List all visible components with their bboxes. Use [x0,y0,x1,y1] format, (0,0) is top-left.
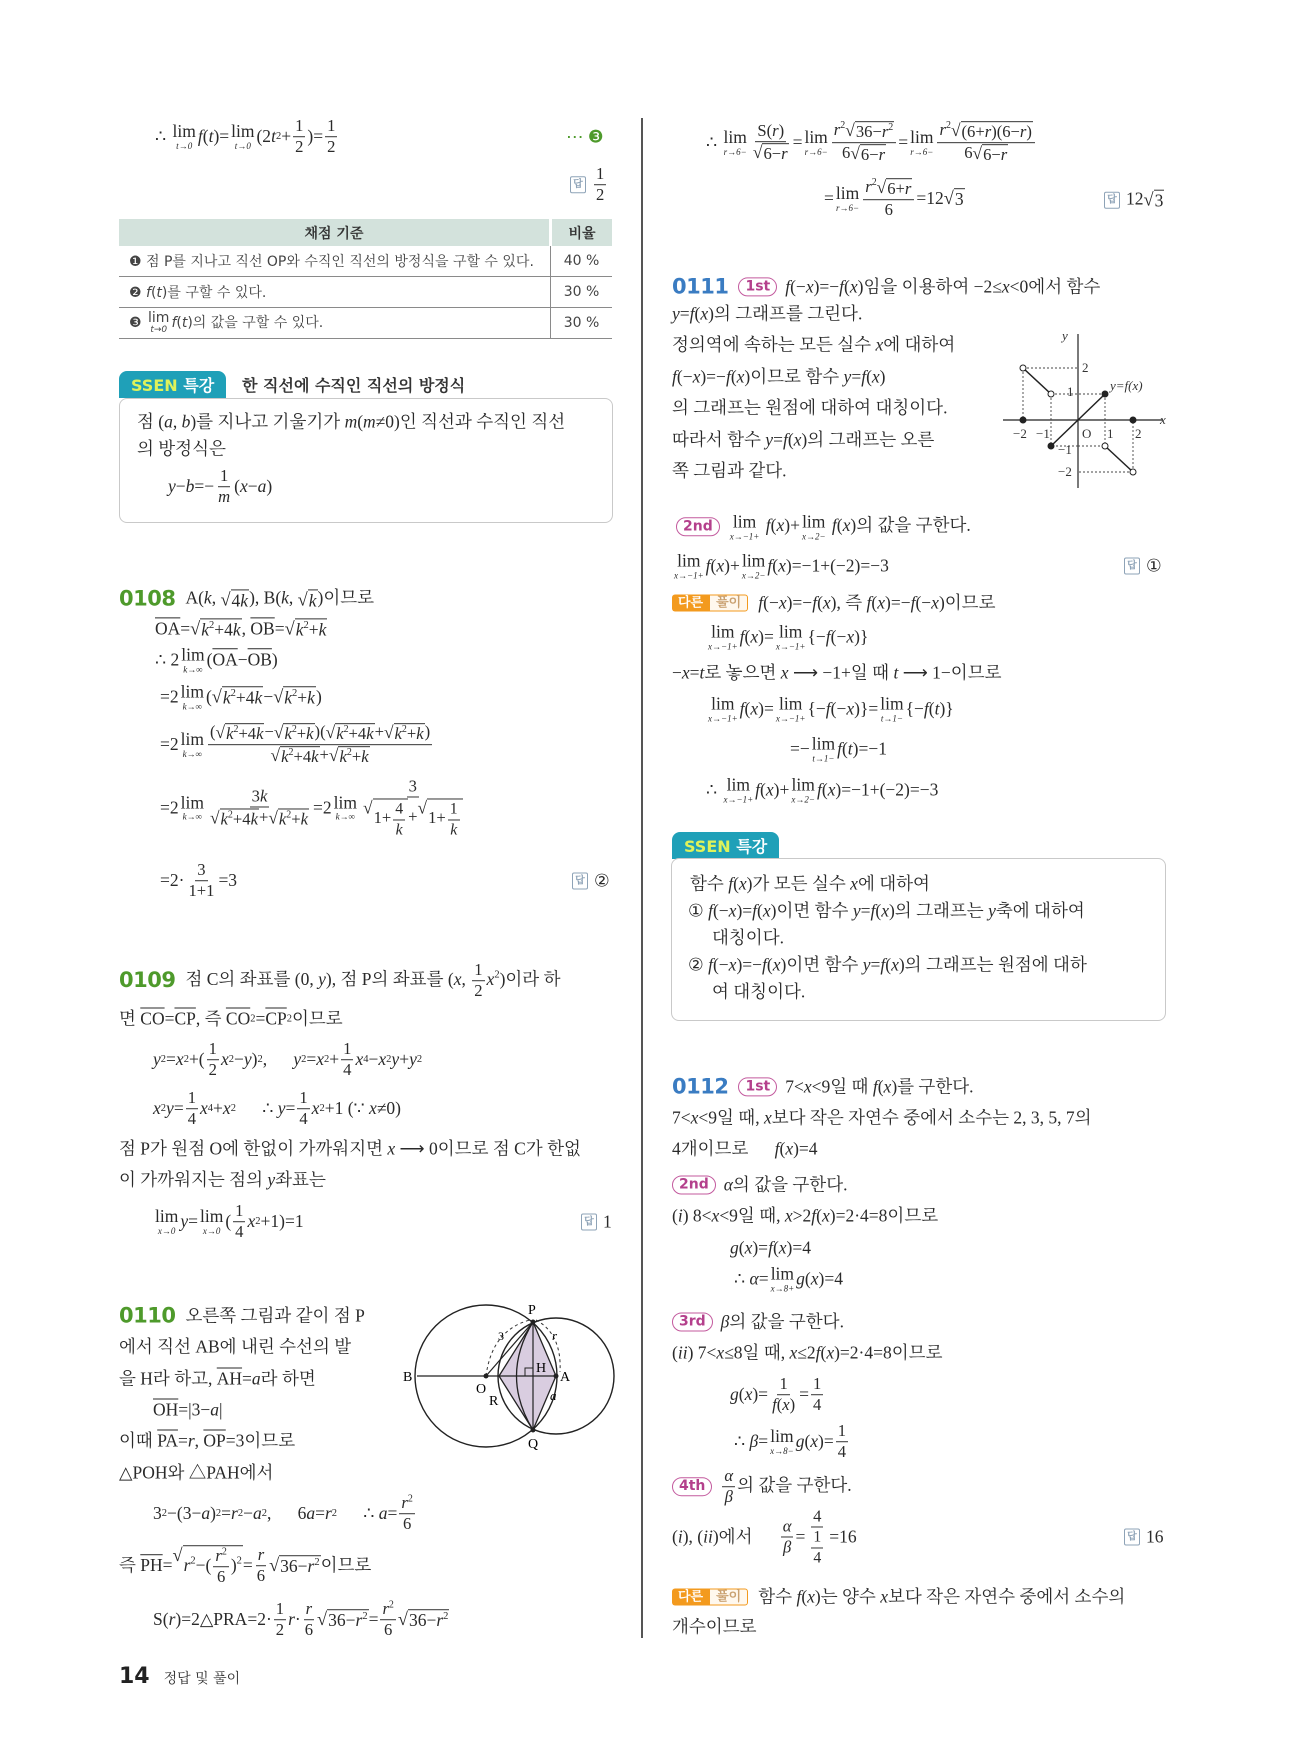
special-lecture-label: 특강 [183,376,215,395]
solution-line: △POH와 △PAH에서 [119,1462,274,1483]
label-O: O [476,1382,487,1397]
solution-line: ( i i ) 7< x ≤8일 때, x ≤2 f ( x )=2·4=8이므로 [672,1342,943,1363]
solution-line: f(−x)=−f(x), 즉 f(x)=−f(−x)이므로 [758,592,996,613]
solution-line: 이 가까워지는 점의 y 좌표는 [119,1169,326,1190]
limit-line: = lim r→6− $r^2$ √ 6+r 6 =12 √ 3 [824,177,964,220]
alt-solution-badge [672,1588,748,1606]
alt-solution [672,1587,1125,1608]
x-tick: 1 [1107,426,1114,441]
ssen-text: ① f (− x )= f ( x )이면 함수 y = f ( x )의 그래프는 y 축에 대하여 [688,900,1085,921]
criterion-cell: ❸ lim t→0 f(t)의 값을 구할 수 있다. [119,308,551,339]
problem-0112 [672,1074,974,1099]
x-tick: −1 [1036,426,1050,441]
problem-0111 [672,274,1100,299]
ratio-cell: 30 % [551,277,613,308]
problem-0109 [119,961,560,1001]
solution-line: x 2 y = 1 4 x 4 + x 2 ∴ y = 1 4 x 2 +1 (∵ x ≠0) [153,1088,402,1129]
ratio-cell: 40 % [551,246,613,277]
solution-line: ( i ), ( i i )에서 α β = 4 $\frac{1}{4}$ =16 [672,1506,857,1567]
alt-label: 다른 [672,594,709,612]
solution-line: 의 그래프는 원점에 대하여 대칭이다. [672,397,948,418]
open-point [1048,391,1054,397]
limit-result-line: ∴ lim t→0 f ( t )= lim t→0 (2 t 2 + 1 2 )= 1 2 [155,116,336,157]
solution-line: g ( x )= 1 f(x) = 1 4 [730,1374,822,1415]
origin-label: O [1082,426,1092,441]
point-A [554,1374,559,1379]
x-axis-label: x [1160,412,1166,427]
step-3rd [672,1312,844,1333]
solution-line: ∴ lim x→−1+ f ( x )+ lim x→2− f ( x )=−1+(−2)=−3 [706,774,939,804]
solution-line: 7< x <9일 때, x 보다 작은 자연수 중에서 소수는 2, 3, 5, 7의 [672,1107,1092,1128]
step-badge-4th: 4th [672,1478,712,1497]
answer-0110 [1104,189,1164,212]
step-2nd [676,513,971,541]
solution-line: 3 2 −(3− a ) 2 = r 2 − a 2 , 6 a = r 2 ∴ a = $r^2$ 6 [153,1493,413,1534]
solution-line: $\overline{OH}$ =|3− a | [153,1399,223,1420]
open-point [1020,365,1026,371]
special-lecture-label: 특강 [736,837,768,856]
answer-0111 [1124,556,1162,577]
step-text: f(−x)=−f(x)임을 이용하여 −2≤x<0에서 함수 [785,276,1101,297]
ssen-text: 여 대칭이다. [712,981,806,1002]
ssen-text: ② f (− x )=− f ( x )이면 함수 y = f ( x )의 그래프는 원점에 대하 [688,954,1087,975]
open-point [1130,469,1136,475]
x-tick: −2 [1013,426,1027,441]
step-4th [672,1467,852,1507]
scoring-table [119,219,612,339]
label-a: a [550,1388,557,1403]
solution-line: ∴ 2 lim k→∞ ( $\overline{OA}$ − $\overline{OB}$ ) [155,644,278,674]
ssen-text: 의 방정식은 [137,438,226,459]
two-circles-diagram [400,1298,620,1453]
solution-line: lim x→−1+ f ( x )+ lim x→2− f ( x )=−1+(−2)=−3 [674,550,889,580]
label-Q: Q [528,1437,539,1452]
answer-value: 16 [1146,1526,1164,1547]
solution-line: lim x→0 y = lim x→0 ( 1 4 x 2 +1)=1 [155,1201,304,1242]
answer-icon: 답 [572,873,588,890]
label-3: 3 [498,1329,504,1343]
table-header-row [119,219,612,246]
closed-point [1020,417,1026,423]
column-header-ratio: 비율 [551,219,613,246]
solution-line: 따라서 함수 y = f ( x )의 그래프는 오른 [672,429,935,450]
alt-solution-badge [672,594,748,612]
closed-point [1130,417,1136,423]
solution-line: lim x→−1+ f ( x )= lim x→−1+ {− f (− x )} [708,621,869,651]
graph-segment-left [1023,368,1051,394]
problem-0108 [119,586,374,611]
point-O [484,1374,489,1379]
function-graph [1000,330,1170,490]
ssen-text: 대칭이다. [712,927,784,948]
ssen-text: 점 ( a , b )를 지나고 기울기가 m ( m ≠0)인 직선과 수직인 직선 [137,411,566,432]
solution-line: 4개이므로 f ( x )=4 [672,1138,818,1159]
step-text: 7<x<9일 때 f(x)를 구한다. [785,1076,974,1097]
y-tick: 1 [1067,384,1074,399]
solution-line: 오른쪽 그림과 같이 점 P [185,1305,365,1326]
solution-line: A(k, √ 4k ), B(k, √ k )이므로 [185,587,375,611]
x-tick: 2 [1135,426,1142,441]
page-footer [119,1664,240,1689]
answer-value: $\frac{1}{2}$ [596,164,605,205]
solution-line: =2· 3 1+1 =3 [160,860,238,901]
solution-line: 개수이므로 [672,1616,757,1637]
y-tick: −2 [1058,464,1072,479]
label-P: P [528,1303,536,1318]
answer-value: 12 √ 3 [1126,188,1164,212]
solution-line: 이때 $\overline{PA}$ = r , $\overline{OP}$ =3이므로 [119,1430,296,1451]
label-r: r [552,1328,558,1343]
problem-number: 0112 [672,1074,729,1099]
answer-value: ② [594,870,610,891]
solution-line: f (− x )=− f ( x )이므로 함수 y = f ( x ) [672,366,886,387]
solution-line: =2 lim k→∞ ( √ $k^2+4k$ − √ $k^2+k$ )( √ $k^2+4k$ + √ $k^2+k$ ) √ $k^2+4k$ + √ $k^2+k$ [160,722,431,767]
criterion-cell: ❶ 점 P를 지나고 직선 OP와 수직인 직선의 방정식을 구할 수 있다. [119,246,551,277]
answer-value: 1 [603,1211,612,1232]
ssen-tab [672,832,779,859]
solution-line: lim x→−1+ f ( x )= lim x→−1+ {− f (− x )}= lim t→1− {− f ( t )} [708,693,954,723]
step-2nd [672,1175,847,1196]
solution-line: 함수 f(x)는 양수 x보다 작은 자연수 중에서 소수의 [758,1586,1126,1607]
ratio-cell: 30 % [551,308,613,339]
ssen-title: 한 직선에 수직인 직선의 방정식 [242,376,466,395]
answer-0112 [1124,1527,1164,1548]
y-axis-label: y [1062,330,1068,343]
step-badge-2nd: 2nd [672,1176,716,1195]
ssen-formula: y − b =− 1 m ( x − a ) [168,466,273,507]
label-A: A [560,1370,571,1385]
label-R: R [489,1394,499,1409]
answer-icon: 답 [581,1214,597,1231]
step-text: y = f ( x )의 그래프를 그린다. [672,303,863,324]
table-row [119,246,612,277]
solution-line: $\overline{OA}$ = √ $k^2+4k$ , $\overline{OB}$ = √ $k^2+k$ [155,618,327,640]
solution-line: 즉 $\overline{PH}$ = √ $r^2-$( $\frac{r^2}{6}$ )$^2$ = r 6 √ $36-r^2$ 이므로 [119,1545,372,1587]
label-H: H [536,1361,547,1376]
step-badge-2nd: 2nd [676,518,720,537]
open-point [1102,443,1108,449]
solution-line: 점 C의 좌표를 (0, y), 점 P의 좌표를 (x, $\frac{1}{2}$ $x^2$)이라 하 [185,960,561,1001]
curve-label: y=f(x) [1110,378,1143,393]
page-number: 14 [119,1664,150,1689]
step-badge-3rd: 3rd [672,1313,713,1332]
graph-segment-right [1105,446,1133,472]
answer-icon: 답 [1124,558,1140,575]
answer-icon: 답 [570,177,586,194]
column-header-criteria: 채점 기준 [119,219,551,246]
solution-line: y 2 = x 2 +( 1 2 x 2 − y ) 2 , y 2 = x 2 + 1 4 x 4 − x 2 y + y 2 [153,1039,423,1080]
solution-label: 풀이 [709,1588,748,1606]
section-title: 정답 및 풀이 [163,1671,241,1687]
solution-line: 을 H라 하고, $\overline{AH}$ = a 라 하면 [119,1368,316,1389]
answer-0109 [581,1212,612,1233]
y-tick: −1 [1058,442,1072,457]
ssen-text: 함수 f ( x )가 모든 실수 x 에 대하여 [690,873,930,894]
table-row [119,308,612,339]
ssen-tab [119,371,226,398]
solution-line: g ( x )= f ( x )=4 [730,1237,811,1258]
solution-label: 풀이 [709,594,748,612]
solution-line: 면 $\overline{CO}$ = $\overline{CP}$ , 즉 $\overline{CO}$ 2 = $\overline{CP}$ 2 이므로 [119,1008,343,1029]
answer-1-2 [570,165,608,205]
alt-label: 다른 [672,1588,709,1606]
step-badge-1st: 1st [738,278,777,297]
problem-number: 0108 [119,586,176,611]
closed-point [1102,391,1108,397]
answer-0108 [572,871,610,892]
step-text: $\frac{\alpha}{\beta}$ 의 값을 구한다. [724,1466,852,1507]
point-Q [531,1428,536,1433]
solution-line: =− lim t→1− f ( t )=−1 [790,733,887,763]
step-text: lim x→−1+ f(x)+ lim x→2− f(x)의 값을 구한다. [729,511,971,541]
answer-value: ① [1146,555,1162,576]
solution-line: =2 lim k→∞ 3k √ $k^2+4k$ + √ $k^2+k$ =2 lim k→∞ 3 √ 1+ $\frac{4}{k}$ + √ 1+ $\frac{1}{k}$ [160,777,467,838]
step-text: β의 값을 구한다. [720,1311,844,1332]
problem-number: 0111 [672,274,729,299]
column-divider [641,118,643,1638]
closed-point [1048,443,1054,449]
solution-line: =2 lim k→∞ ( √ $k^2+4k$ − √ $k^2+k$ ) [160,681,322,711]
point-P [531,1320,536,1325]
problem-number: 0110 [119,1303,176,1328]
answer-icon: 답 [1124,1529,1140,1546]
label-B: B [403,1370,413,1385]
problem-0110 [119,1303,365,1328]
alt-solution [672,593,996,614]
answer-icon: 답 [1104,191,1120,208]
step-marker: ⋯ ❸ [566,126,604,147]
solution-line: 점 P가 원점 O에 한없이 가까워지면 x ⟶ 0이므로 점 C가 한없 [119,1138,581,1159]
ssen-label: SSEN [684,837,731,856]
solution-line: ( i ) 8< x <9일 때, x >2 f ( x )=2·4=8이므로 [672,1205,939,1226]
step-text: α의 값을 구한다. [723,1174,848,1195]
step-badge-1st: 1st [738,1078,777,1097]
solution-line: 정의역에 속하는 모든 실수 x 에 대하여 [672,334,956,355]
criterion-cell: ❷ f(t)를 구할 수 있다. [119,277,551,308]
problem-number: 0109 [119,968,176,993]
solution-line: S( r )=2△PRA=2· 1 2 r · r 6 √ $36-r^2$ = $r^2$ 6 √ $36-r^2$ [153,1599,449,1640]
solution-line: 에서 직선 AB에 내린 수선의 발 [119,1336,352,1357]
limit-line: ∴ lim r→6− S(r) √ 6−r = lim r→6− $r^2$ √ $36-r^2$ 6 √ 6−r = lim r→6− $r^2$ √ (6+r)(6−r) 6 √ 6−r [706,121,1037,165]
solution-line: − x = t 로 놓으면 x ⟶ −1+일 때 t ⟶ 1−이므로 [672,662,1002,683]
table-row [119,277,612,308]
solution-line: ∴ α = lim x→8+ g ( x )=4 [734,1263,843,1293]
y-tick: 2 [1082,360,1089,375]
solution-line: 쪽 그림과 같다. [672,460,787,481]
solution-line: ∴ β = lim x→8− g ( x )= 1 4 [734,1421,847,1462]
ssen-label: SSEN [131,376,178,395]
